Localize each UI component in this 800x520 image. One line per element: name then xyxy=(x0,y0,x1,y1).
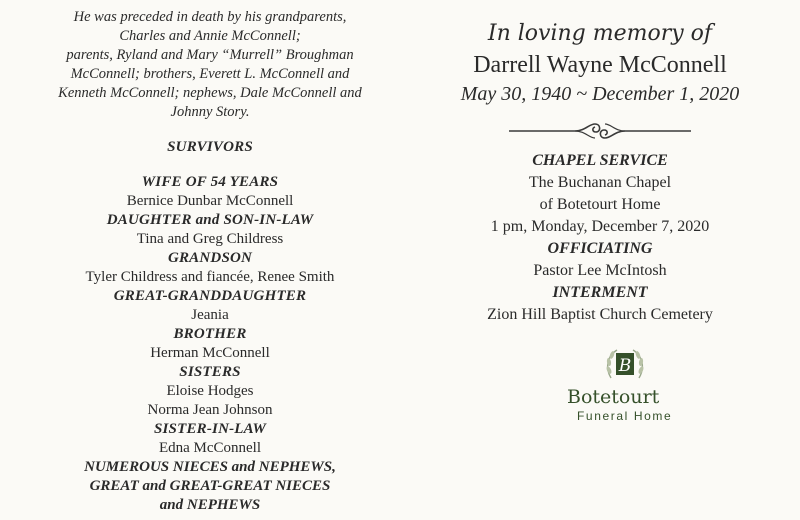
scroll-ornament-icon xyxy=(505,118,695,144)
closing-line: GREAT and GREAT-GREAT NIECES xyxy=(89,478,331,494)
officiant-name: Pastor Lee McIntosh xyxy=(533,262,667,279)
survivor-name: Edna McConnell xyxy=(158,440,262,456)
survivor-name: Jeania xyxy=(191,307,229,323)
survivor-group-heading: GREAT-GRANDDAUGHTER xyxy=(113,288,307,304)
cemetery-name: Zion Hill Baptist Church Cemetery xyxy=(487,306,713,323)
preceded-line: Charles and Annie McConnell; xyxy=(119,28,301,44)
survivor-name: Herman McConnell xyxy=(150,345,270,361)
in-memory-heading: In loving memory of xyxy=(487,21,713,46)
survivor-name: Norma Jean Johnson xyxy=(147,402,273,418)
funeral-home-logo xyxy=(555,340,725,423)
survivor-name: Eloise Hodges xyxy=(166,383,254,399)
survivor-name: Tina and Greg Childress xyxy=(136,231,284,247)
chapel-line: of Botetourt Home xyxy=(539,196,661,213)
chapel-service-heading: CHAPEL SERVICE xyxy=(532,152,668,169)
brand-name: Botetourt xyxy=(567,386,660,408)
deceased-name: Darrell Wayne McConnell xyxy=(473,52,727,78)
service-panel xyxy=(440,20,760,326)
emblem-letter: B xyxy=(618,356,632,376)
survivor-name: Bernice Dunbar McConnell xyxy=(126,193,294,209)
survivor-name: Tyler Childress and fiancée, Renee Smith xyxy=(85,269,335,285)
survivor-group-heading: DAUGHTER and SON-IN-LAW xyxy=(106,212,314,228)
preceded-line: Johnny Story. xyxy=(170,104,250,120)
preceded-in-death-text xyxy=(45,8,375,122)
life-dates: May 30, 1940 ~ December 1, 2020 xyxy=(460,83,740,105)
closing-line: and NEPHEWS xyxy=(159,497,261,513)
preceded-line: He was preceded in death by his grandparents, xyxy=(73,9,347,25)
closing-line: NUMEROUS NIECES and NEPHEWS, xyxy=(84,459,336,475)
interment-heading: INTERMENT xyxy=(552,284,648,301)
survivor-group-heading: SISTERS xyxy=(179,364,241,380)
preceded-line: parents, Ryland and Mary “Murrell” Broughman xyxy=(66,47,354,63)
survivors-title: SURVIVORS xyxy=(167,139,253,155)
survivors-panel xyxy=(30,8,390,515)
brand-tagline: Funeral Home xyxy=(577,409,673,423)
survivor-group-heading: SISTER-IN-LAW xyxy=(153,421,267,437)
survivor-group-heading: BROTHER xyxy=(173,326,247,342)
survivor-group-heading: GRANDSON xyxy=(167,250,253,266)
chapel-line: 1 pm, Monday, December 7, 2020 xyxy=(490,218,710,235)
preceded-line: McConnell; brothers, Everett L. McConnell and xyxy=(70,66,350,82)
officiating-heading: OFFICIATING xyxy=(547,240,653,257)
laurel-wreath-icon xyxy=(603,344,647,388)
preceded-line: Kenneth McConnell; nephews, Dale McConnell and xyxy=(58,85,362,101)
survivor-group-heading: WIFE OF 54 YEARS xyxy=(141,174,279,190)
chapel-line: The Buchanan Chapel xyxy=(528,174,672,191)
